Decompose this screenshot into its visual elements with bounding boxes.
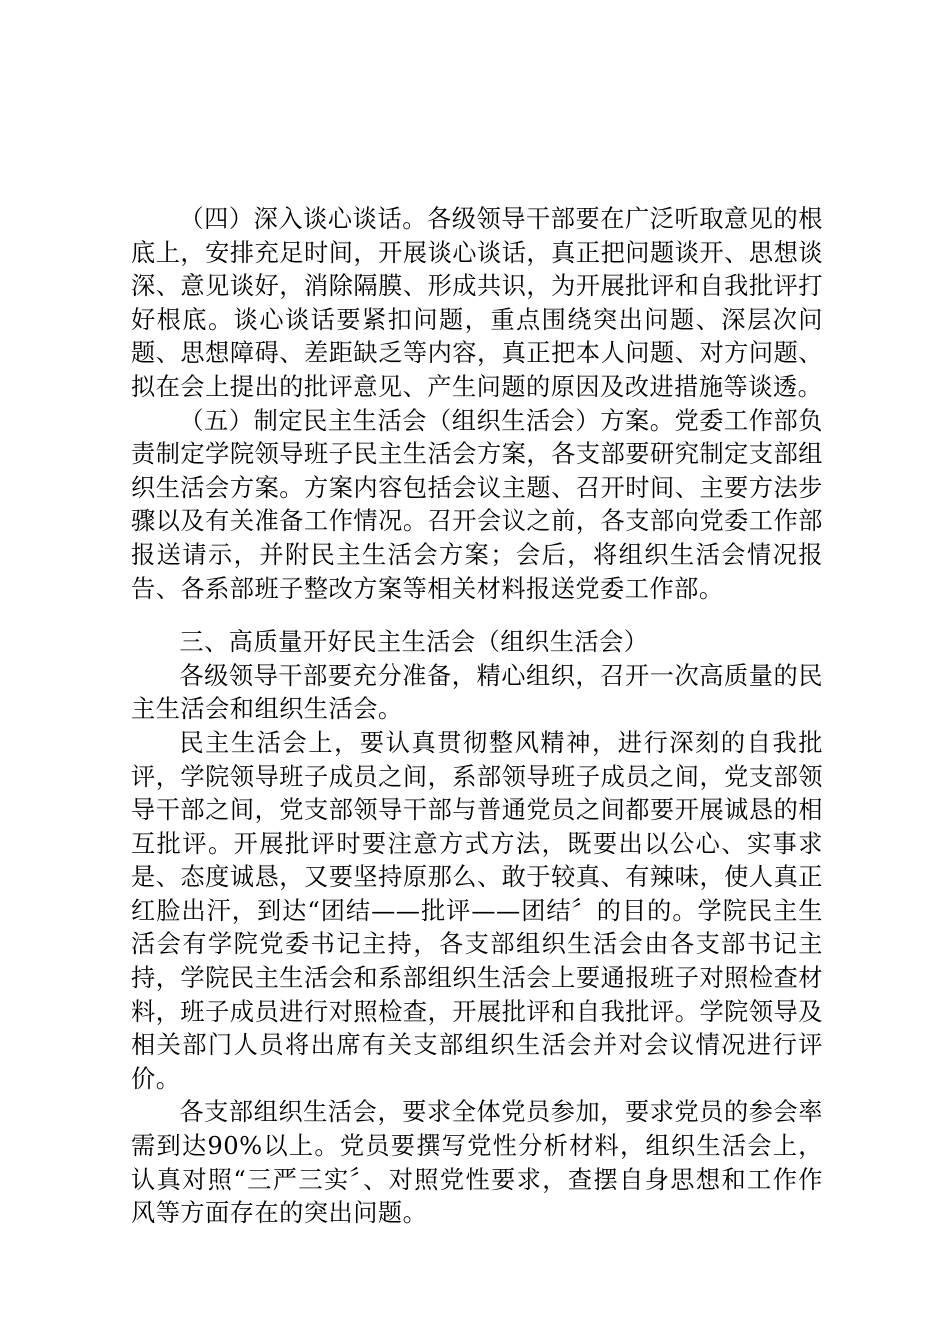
paragraph-plan-formulation: （五）制定民主生活会（组织生活会）方案。党委工作部负责制定学院领导班子民主生活会方案，各支部要研究制定支部组织生活会方案。方案内容包括会议主题、召开时间、主要方法步骤以及有关准备工作情况。召开会议之前，各支部向党委工作部报送请示，并附民主生活会方案；会后，将组织生活会情况报告、各系部班子整改方案等相关材料报送党委工作部。 [131,406,823,603]
document-body [131,203,823,1231]
paragraph-deep-talks: （四）深入谈心谈话。各级领导干部要在广泛听取意见的根底上，安排充足时间，开展谈心谈话，真正把问题谈开、思想谈深、意见谈好，消除隔膜、形成共识，为开展批评和自我批评打好根底。谈心谈话要紧扣问题，重点围绕突出问题、深层次问题、思想障碍、差距缺乏等内容，真正把本人问题、对方问题、拟在会上提出的批评意见、产生问题的原因及改进措施等谈透。 [131,205,823,401]
paragraph-attendance: 各支部组织生活会，要求全体党员参加，要求党员的参会率需到达90%以上。党员要撰写党性分析材料，组织生活会上，认真对照“三严三实〞、对照党性要求，查摆自身思想和工作作风等方面存在的突出问题。 [131,1098,823,1228]
paragraph-preparation: 各级领导干部要充分准备，精心组织，召开一次高质量的民主生活会和组织生活会。 [131,661,823,724]
section-heading: 三、高质量开好民主生活会（组织生活会） [179,628,649,657]
paragraph-criticism: 民主生活会上，要认真贯彻整风精神，进行深刻的自我批评，学院领导班子成员之间，系部领导班子成员之间，党支部领导干部之间，党支部领导干部与普通党员之间都要开展诚恳的相互批评。开展批评时要注意方式方法，既要出以公心、实事求是、态度诚恳，又要坚持原那么、敢于较真、有辣味，使人真正红脸出汗，到达“团结——批评——团结〞的目的。学院民主生活会有学院党委书记主持，各支部组织生活会由各支部书记主持，学院民主生活会和系部组织生活会上要通报班子对照检查材料，班子成员进行对照检查，开展批评和自我批评。学院领导及相关部门人员将出席有关支部组织生活会并对会议情况进行评价。 [131,728,823,1093]
